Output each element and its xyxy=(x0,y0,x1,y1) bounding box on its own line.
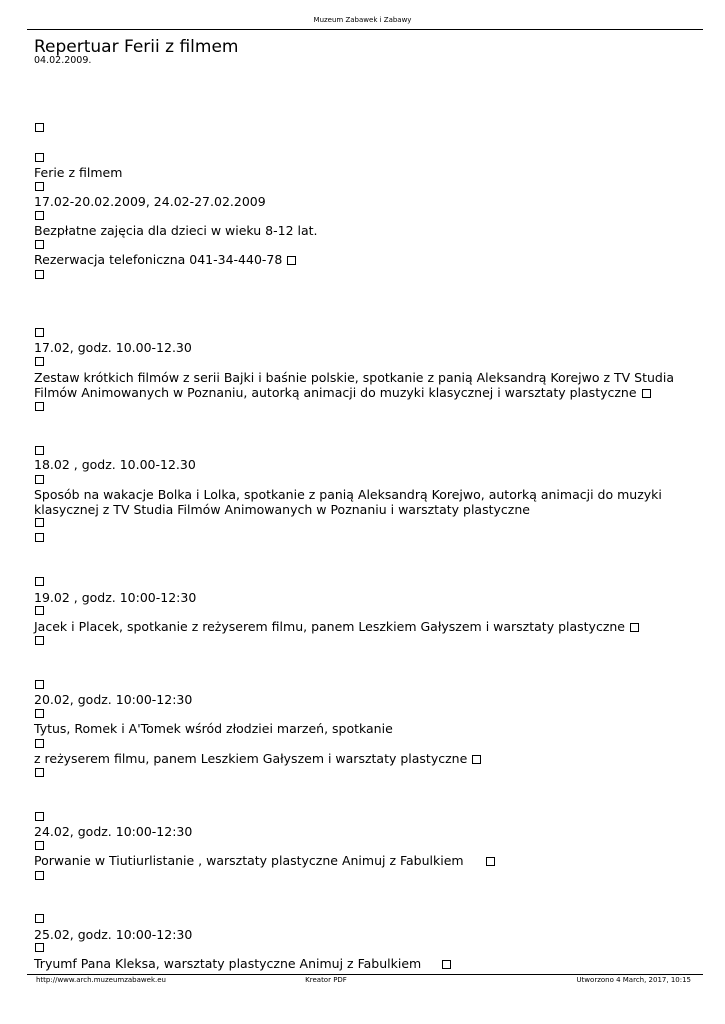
event-description xyxy=(34,619,639,634)
event-time: 20.02, godz. 10:00-12:30 xyxy=(34,692,193,707)
program-dates: 17.02-20.02.2009, 24.02-27.02.2009 xyxy=(34,194,266,209)
checkbox-glyph xyxy=(35,270,44,279)
checkbox-glyph xyxy=(35,446,44,455)
checkbox-glyph xyxy=(35,533,44,542)
event-time: 24.02, godz. 10:00-12:30 xyxy=(34,824,193,839)
event-description-text: Jacek i Placek, spotkanie z reżyserem filmu, panem Leszkiem Gałyszem i warsztaty plastyczne xyxy=(34,619,625,634)
event-description-cont: klasycznej z TV Studia Filmów Animowanych w Poznaniu i warsztaty plastyczne xyxy=(34,502,530,517)
event-description xyxy=(34,956,451,971)
checkbox-glyph xyxy=(35,606,44,615)
checkbox-glyph xyxy=(35,680,44,689)
event-description-text: Tryumf Pana Kleksa, warsztaty plastyczne Animuj z Fabulkiem xyxy=(34,956,422,971)
checkbox-glyph xyxy=(35,577,44,586)
event-description-cont xyxy=(34,385,651,400)
checkbox-glyph xyxy=(35,739,44,748)
checkbox-glyph xyxy=(35,357,44,366)
checkbox-glyph xyxy=(630,623,639,632)
event-description-cont xyxy=(34,751,481,766)
checkbox-glyph xyxy=(287,256,296,265)
event-description: Sposób na wakacje Bolka i Lolka, spotkanie z panią Aleksandrą Korejwo, autorką animacji do muzyki xyxy=(34,487,662,502)
reservation-text: Rezerwacja telefoniczna 041-34-440-78 xyxy=(34,252,283,267)
program-description: Bezpłatne zajęcia dla dzieci w wieku 8-12 lat. xyxy=(34,223,318,238)
checkbox-glyph xyxy=(35,841,44,850)
checkbox-glyph xyxy=(35,812,44,821)
page-title: Repertuar Ferii z filmem xyxy=(34,37,239,57)
event-description-text: z reżyserem filmu, panem Leszkiem Gałyszem i warsztaty plastyczne xyxy=(34,751,468,766)
checkbox-glyph xyxy=(486,857,495,866)
footer-generator: Kreator PDF xyxy=(305,976,347,984)
checkbox-glyph xyxy=(35,402,44,411)
checkbox-glyph xyxy=(35,153,44,162)
checkbox-glyph xyxy=(442,960,451,969)
footer-created: Utworzono 4 March, 2017, 10:15 xyxy=(576,976,691,984)
checkbox-glyph xyxy=(35,518,44,527)
checkbox-glyph xyxy=(642,389,651,398)
checkbox-glyph xyxy=(35,768,44,777)
checkbox-glyph xyxy=(35,182,44,191)
event-time: 17.02, godz. 10.00-12.30 xyxy=(34,340,192,355)
event-time: 19.02 , godz. 10:00-12:30 xyxy=(34,590,197,605)
checkbox-glyph xyxy=(35,914,44,923)
event-time: 25.02, godz. 10:00-12:30 xyxy=(34,927,193,942)
event-description: Zestaw krótkich filmów z serii Bajki i baśnie polskie, spotkanie z panią Aleksandrą Korejwo z TV Studia xyxy=(34,370,675,385)
event-description xyxy=(34,853,495,868)
checkbox-glyph xyxy=(35,943,44,952)
checkbox-glyph xyxy=(35,871,44,880)
checkbox-glyph xyxy=(35,709,44,718)
footer-divider xyxy=(27,974,703,975)
checkbox-glyph xyxy=(35,123,44,132)
reservation-line xyxy=(34,252,296,267)
site-name: Muzeum Zabawek i Zabawy xyxy=(313,16,412,24)
footer-url-link[interactable]: http://www.arch.muzeumzabawek.eu xyxy=(36,976,166,984)
checkbox-glyph xyxy=(35,240,44,249)
checkbox-glyph xyxy=(35,211,44,220)
checkbox-glyph xyxy=(35,328,44,337)
header-divider xyxy=(27,29,703,30)
program-name: Ferie z filmem xyxy=(34,165,123,180)
event-description-text: Filmów Animowanych w Poznaniu, autorką animacji do muzyki klasycznej i warsztaty plastyczne xyxy=(34,385,637,400)
checkbox-glyph xyxy=(35,475,44,484)
checkbox-glyph xyxy=(472,755,481,764)
event-description-text: Porwanie w Tiutiurlistanie , warsztaty plastyczne Animuj z Fabulkiem xyxy=(34,853,464,868)
checkbox-glyph xyxy=(35,636,44,645)
event-time: 18.02 , godz. 10.00-12.30 xyxy=(34,457,196,472)
publish-date: 04.02.2009. xyxy=(34,55,92,66)
event-description: Tytus, Romek i A'Tomek wśród złodziei marzeń, spotkanie xyxy=(34,721,393,736)
